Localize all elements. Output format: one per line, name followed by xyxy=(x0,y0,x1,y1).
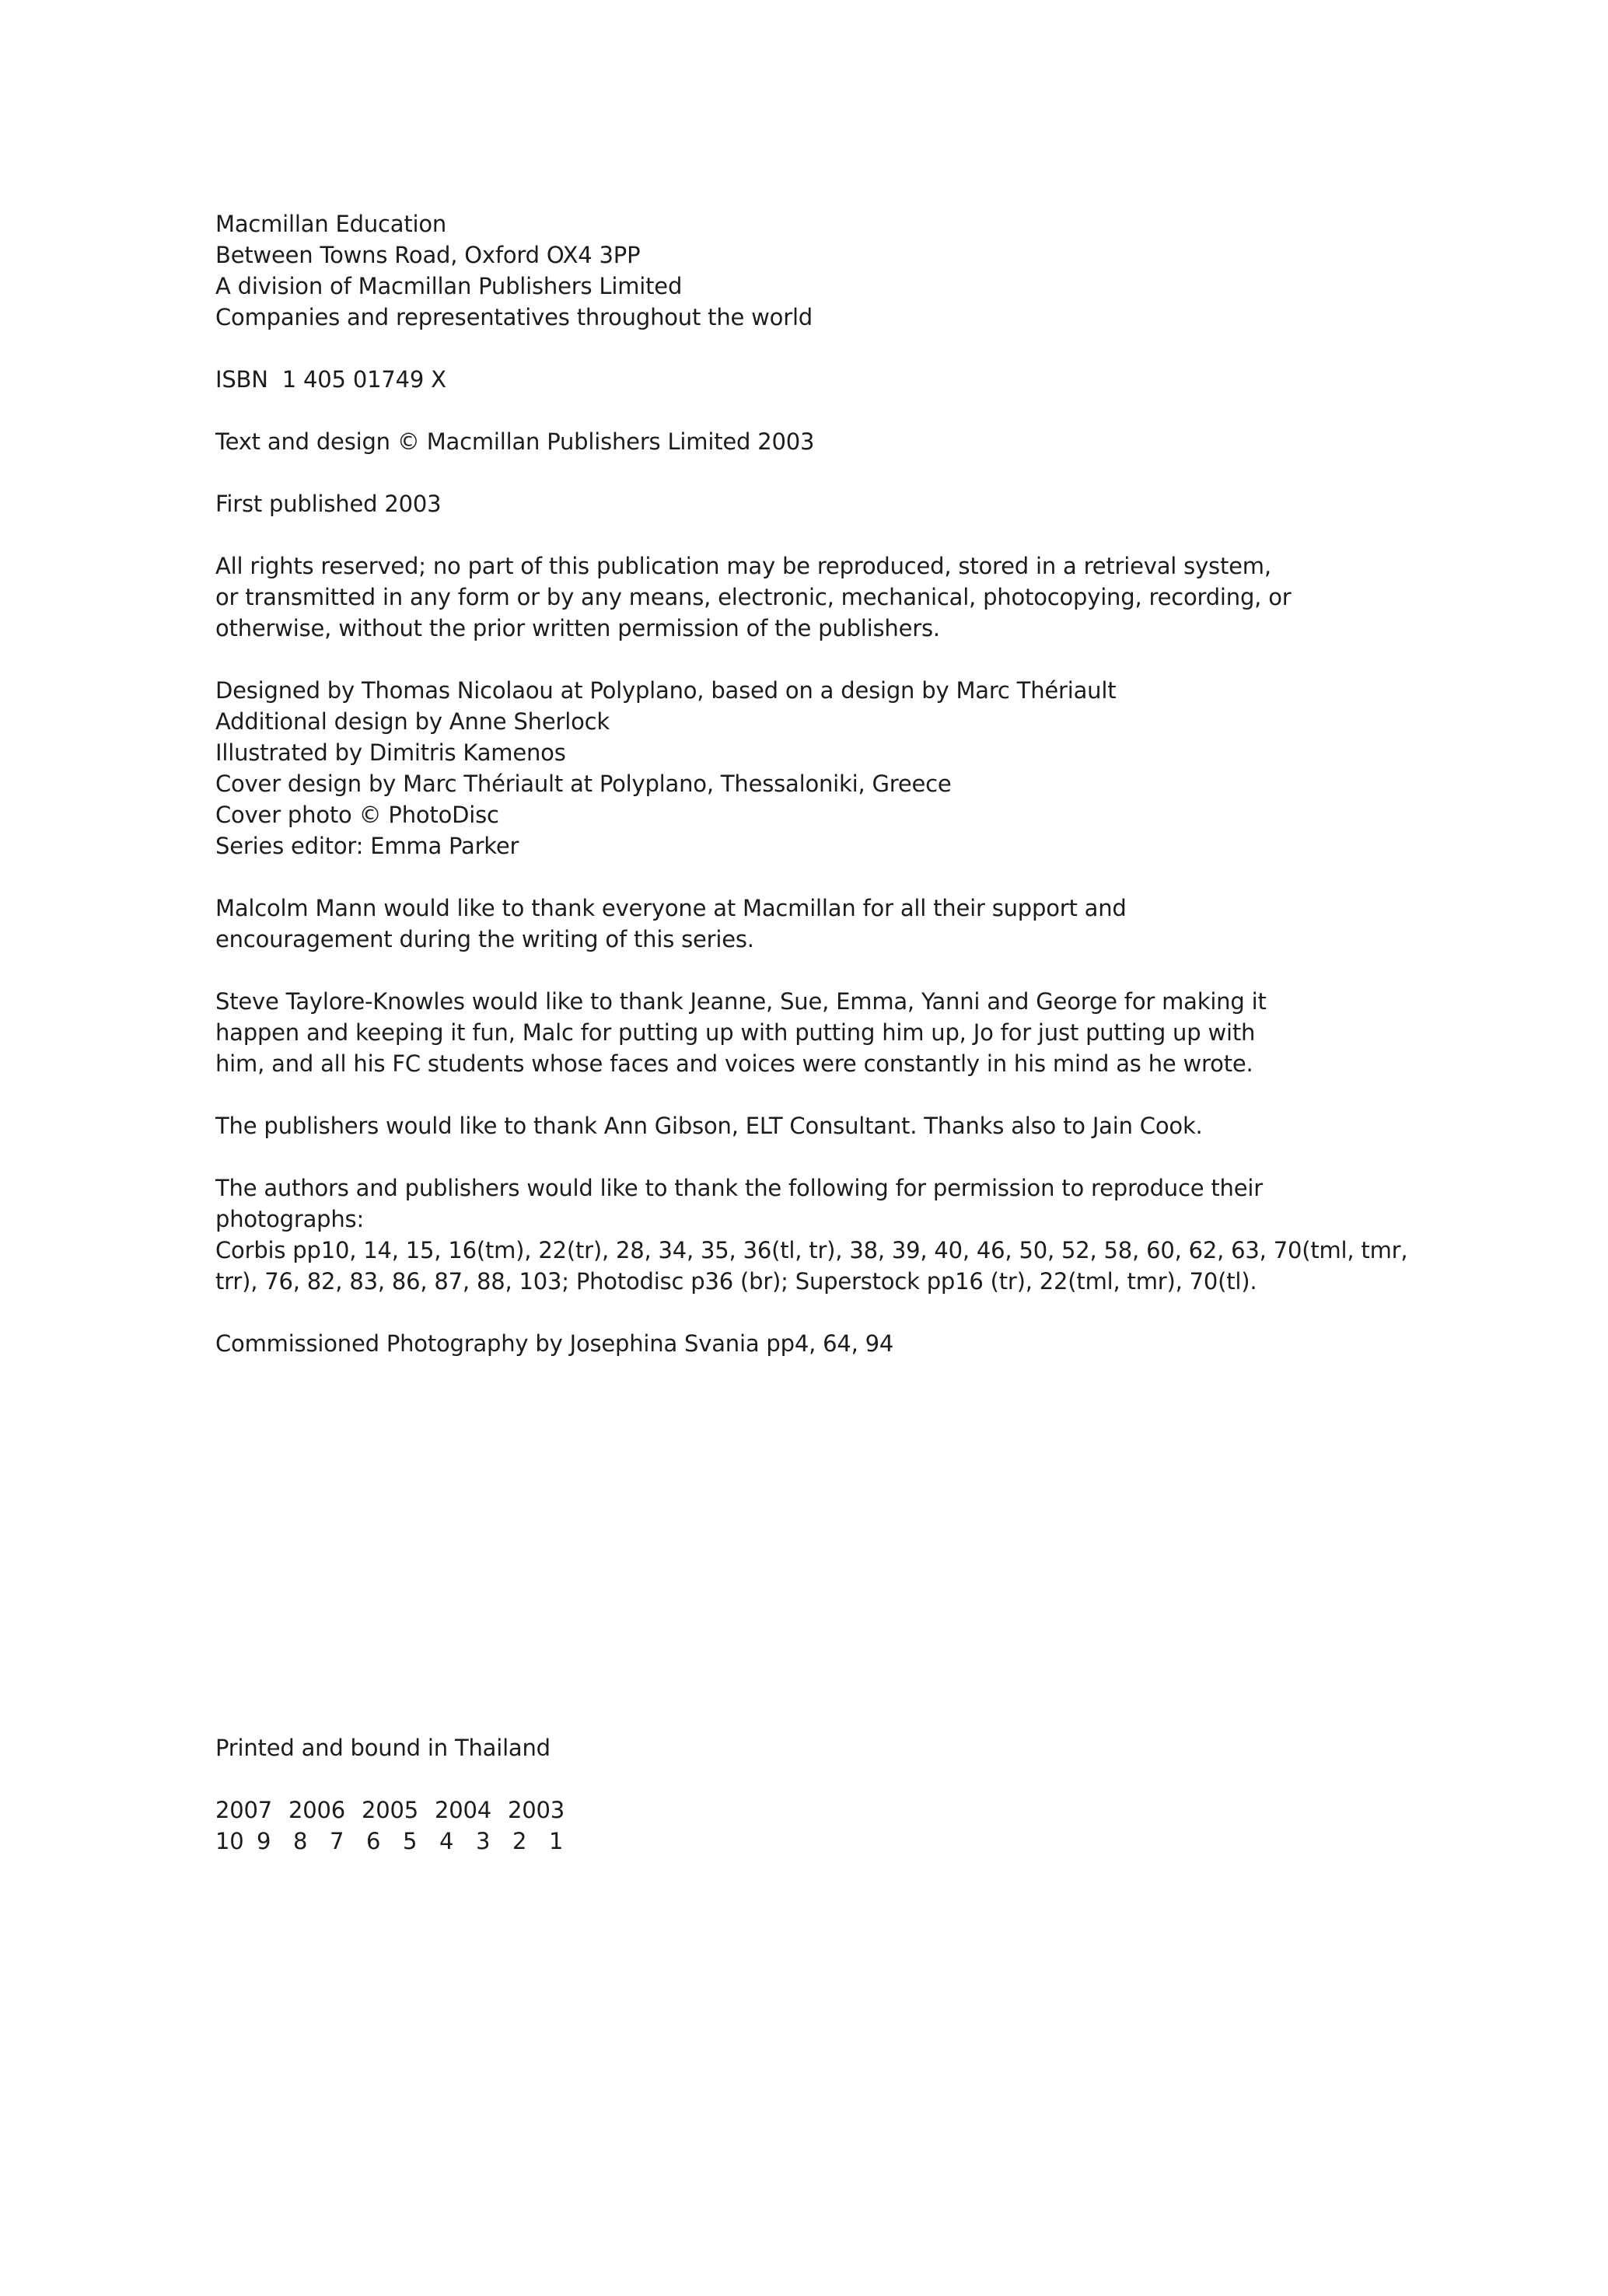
taylore-knowles-acknowledgement xyxy=(215,986,1475,1079)
photo-permissions xyxy=(215,1172,1475,1297)
design-credits xyxy=(215,675,1475,861)
acknowledgement-line: Malcolm Mann would like to thank everyone at Macmillan for all their support and xyxy=(215,895,1127,921)
impression-number: 5 xyxy=(403,1828,418,1854)
print-year: 2003 xyxy=(508,1797,565,1823)
credit-line: Series editor: Emma Parker xyxy=(215,833,519,859)
impression-number: 7 xyxy=(330,1828,344,1854)
publisher-division: A division of Macmillan Publishers Limited xyxy=(215,273,683,299)
print-year: 2004 xyxy=(435,1797,492,1823)
print-run-info xyxy=(215,1795,1475,1857)
impression-number: 2 xyxy=(512,1828,527,1854)
permission-line: The authors and publishers would like to thank the following for permission to reproduce their xyxy=(215,1175,1263,1201)
first-published-text: First published 2003 xyxy=(215,491,442,517)
permission-line: trr), 76, 82, 83, 86, 87, 88, 103; Photodisc p36 (br); Superstock pp16 (tr), 22(tml, tmr), 70(tl). xyxy=(215,1268,1257,1295)
credit-line: Additional design by Anne Sherlock xyxy=(215,708,610,735)
permission-line: photographs: xyxy=(215,1206,365,1232)
isbn xyxy=(215,364,1475,395)
rights-line: otherwise, without the prior written permission of the publishers. xyxy=(215,615,940,641)
rights-line: or transmitted in any form or by any means, electronic, mechanical, photocopying, recording, or xyxy=(215,584,1292,610)
print-year: 2006 xyxy=(288,1797,346,1823)
print-year: 2005 xyxy=(362,1797,419,1823)
print-years-row xyxy=(215,1795,1475,1826)
print-year: 2007 xyxy=(215,1797,273,1823)
rights-reserved xyxy=(215,550,1475,644)
impression-numbers-row xyxy=(215,1826,1475,1857)
acknowledgement-line: encouragement during the writing of this series. xyxy=(215,926,754,952)
credit-line: Designed by Thomas Nicolaou at Polyplano, based on a design by Marc Thériault xyxy=(215,677,1117,704)
isbn-text: ISBN 1 405 01749 X xyxy=(215,366,446,393)
impression-number: 9 xyxy=(257,1828,271,1854)
acknowledgement-line: Steve Taylore-Knowles would like to thank Jeanne, Sue, Emma, Yanni and George for making it xyxy=(215,988,1267,1015)
mann-acknowledgement xyxy=(215,893,1475,955)
acknowledgement-line: him, and all his FC students whose faces and voices were constantly in his mind as he wrote. xyxy=(215,1050,1253,1077)
printed-location xyxy=(215,1732,1475,1763)
acknowledgement-line: The publishers would like to thank Ann Gibson, ELT Consultant. Thanks also to Jain Cook. xyxy=(215,1113,1203,1139)
permission-line: Corbis pp10, 14, 15, 16(tm), 22(tr), 28, 34, 35, 36(tl, tr), 38, 39, 40, 46, 50, 52, 58, 60, 62, 63, 70(tml, tmr, xyxy=(215,1237,1408,1263)
impression-number: 4 xyxy=(439,1828,454,1854)
first-published xyxy=(215,488,1475,519)
impression-number: 1 xyxy=(549,1828,564,1854)
publisher-street: Between Towns Road, Oxford OX4 3PP xyxy=(215,242,641,268)
credit-line: Cover photo © PhotoDisc xyxy=(215,802,499,828)
publisher-companies: Companies and representatives throughout the world xyxy=(215,304,813,330)
acknowledgement-line: happen and keeping it fun, Malc for putting up with putting him up, Jo for just putting up with xyxy=(215,1019,1256,1046)
impression-number: 10 xyxy=(215,1828,244,1854)
publisher-address xyxy=(215,208,1475,333)
copyright-text: Text and design © Macmillan Publishers Limited 2003 xyxy=(215,428,815,455)
impression-number: 8 xyxy=(293,1828,308,1854)
commissioned-photography xyxy=(215,1328,1475,1359)
publisher-name: Macmillan Education xyxy=(215,211,447,237)
rights-line: All rights reserved; no part of this publication may be reproduced, stored in a retrieval system, xyxy=(215,553,1271,579)
commissioned-text: Commissioned Photography by Josephina Svania pp4, 64, 94 xyxy=(215,1330,894,1357)
copyright-notice xyxy=(215,426,1475,457)
credit-line: Illustrated by Dimitris Kamenos xyxy=(215,739,566,766)
printed-text: Printed and bound in Thailand xyxy=(215,1735,551,1761)
impression-number: 3 xyxy=(476,1828,491,1854)
credit-line: Cover design by Marc Thériault at Polyplano, Thessaloniki, Greece xyxy=(215,771,952,797)
publishers-acknowledgement xyxy=(215,1110,1475,1141)
impression-number: 6 xyxy=(366,1828,381,1854)
